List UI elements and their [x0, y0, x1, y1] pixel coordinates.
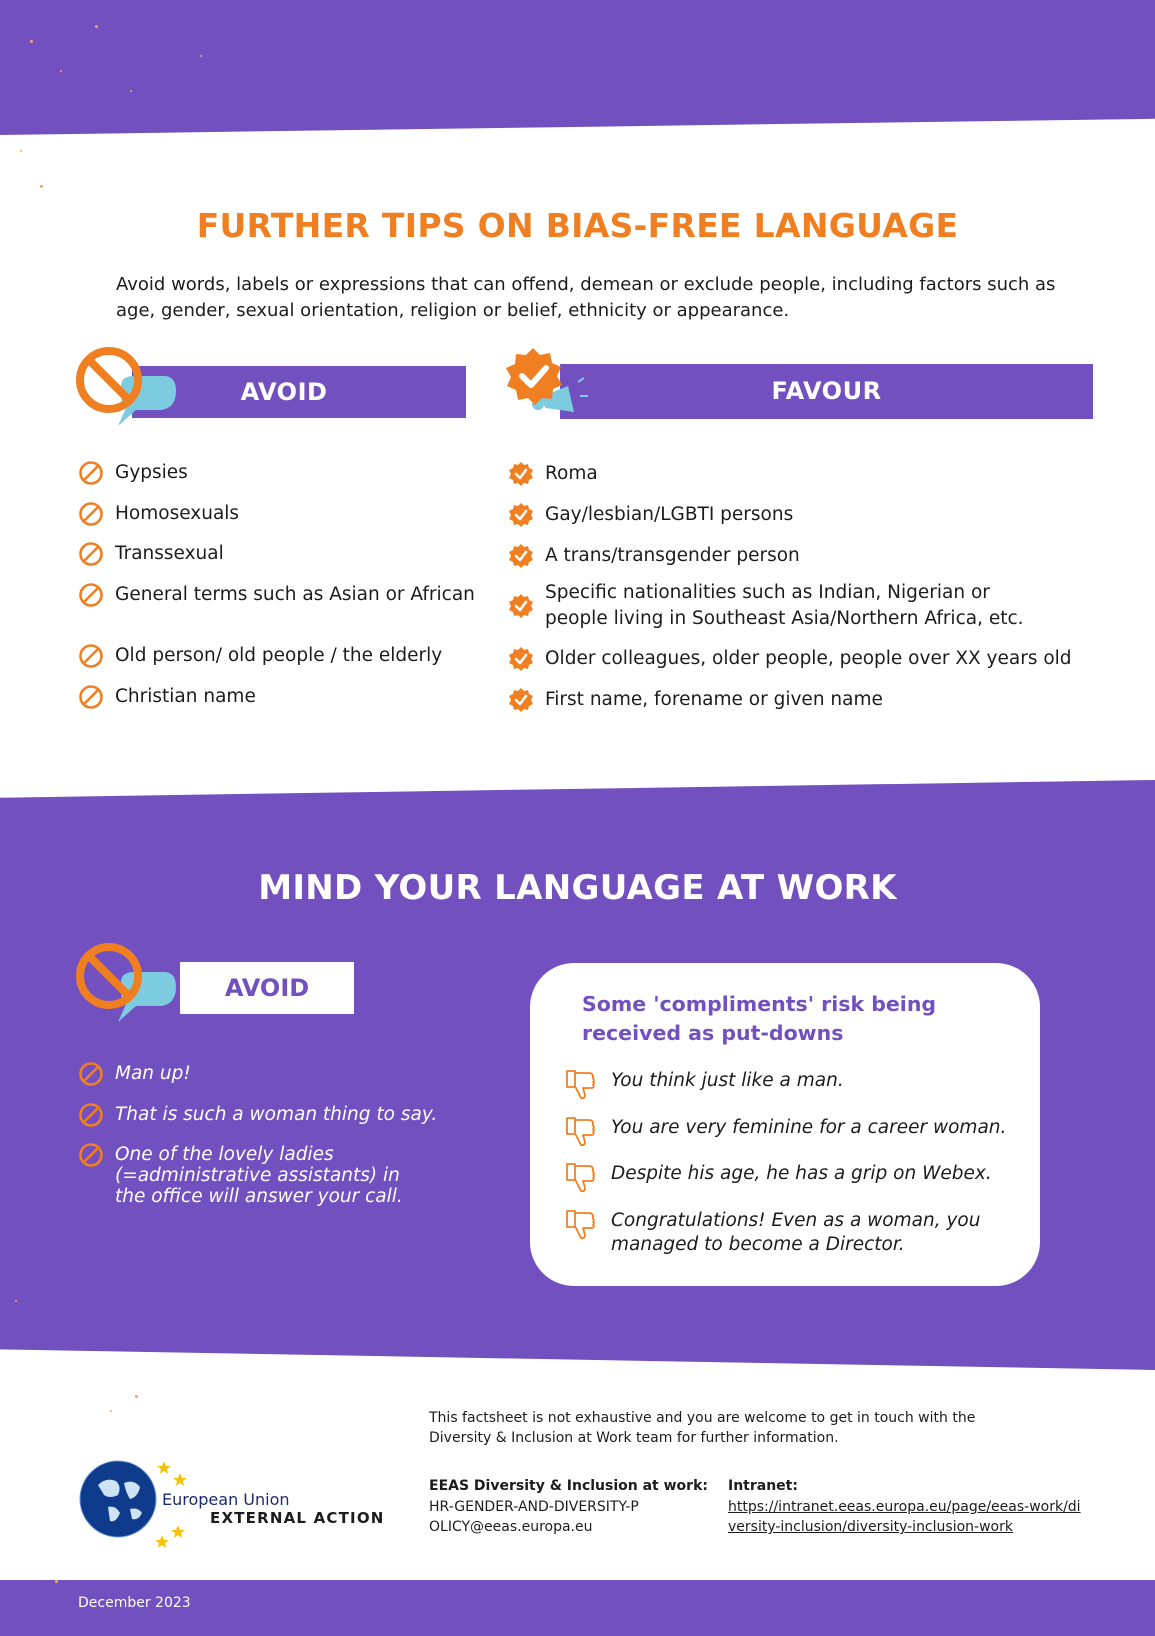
compliment-item	[611, 1116, 1006, 1140]
avoid-item-text: Gypsies	[115, 462, 188, 483]
prohibited-icon	[78, 1142, 104, 1168]
thumbs-down-icon	[563, 1160, 597, 1194]
favour-item	[545, 580, 1045, 632]
avoid-phrase	[115, 1144, 435, 1207]
top-banner	[0, 0, 1155, 135]
favour-item	[545, 687, 883, 713]
avoid-item	[115, 501, 239, 527]
favour-item-text: Older colleagues, older people, people over XX years old	[545, 648, 1072, 669]
prohibited-icon	[78, 1102, 104, 1128]
verified-megaphone-icon	[498, 346, 598, 432]
no-speech-bubble-icon	[76, 942, 180, 1032]
avoid-phrase	[115, 1104, 437, 1125]
avoid-phrase-text: One of the lovely ladies (=administrative assistants) in the office will answer your call.	[115, 1144, 403, 1207]
favour-header-label: FAVOUR	[771, 377, 882, 405]
avoid-header-label: AVOID	[240, 378, 328, 406]
favour-item-text: A trans/transgender person	[545, 545, 800, 566]
verified-check-icon	[508, 543, 534, 569]
compliments-card-title: Some 'compliments' risk being received as put-downs	[582, 992, 937, 1045]
logo-text-external-action: EXTERNAL ACTION	[210, 1509, 385, 1527]
prohibited-icon	[78, 684, 104, 710]
favour-item-text: Roma	[545, 463, 598, 484]
avoid-phrase	[115, 1063, 191, 1084]
footer-note: This factsheet is not exhaustive and you are welcome to get in touch with the Diversity & Inclusion at Work team for further information.	[429, 1410, 976, 1446]
no-speech-bubble-icon	[76, 346, 180, 436]
intranet-link[interactable]: https://intranet.eeas.europa.eu/page/eeas-work/diversity-inclusion/diversity-inclusion-work	[728, 1499, 1081, 1535]
favour-item-text: First name, forename or given name	[545, 689, 883, 710]
compliment-item	[611, 1209, 1001, 1257]
publication-date: December 2023	[78, 1595, 191, 1611]
avoid-item-text: Old person/ old people / the elderly	[115, 645, 443, 666]
thumbs-down-icon	[563, 1067, 597, 1101]
compliment-item	[611, 1069, 844, 1093]
prohibited-icon	[78, 582, 104, 608]
favour-item	[545, 461, 598, 487]
avoid-item	[115, 684, 256, 710]
prohibited-icon	[78, 643, 104, 669]
compliment-text: Despite his age, he has a grip on Webex.	[611, 1163, 992, 1184]
avoid-item-text: Christian name	[115, 686, 256, 707]
avoid-item	[115, 582, 475, 608]
thumbs-down-icon	[563, 1207, 597, 1241]
verified-check-icon	[508, 502, 534, 528]
section-title-bias-free: FURTHER TIPS ON BIAS-FREE LANGUAGE	[196, 206, 959, 245]
favour-item	[545, 543, 800, 569]
section-title-mind-language: MIND YOUR LANGUAGE AT WORK	[258, 868, 897, 908]
contact-email[interactable]: HR-GENDER-AND-DIVERSITY-POLICY@eeas.europa.eu	[429, 1499, 639, 1535]
favour-item-text: Gay/lesbian/LGBTI persons	[545, 504, 794, 525]
avoid-item-text: Homosexuals	[115, 503, 240, 524]
avoid-header-label: AVOID	[224, 974, 310, 1002]
avoid-item	[115, 541, 224, 567]
favour-item-text: Specific nationalities such as Indian, Nigerian or people living in Southeast Asia/Northern Africa, etc.	[545, 582, 1024, 629]
prohibited-icon	[78, 501, 104, 527]
verified-check-icon	[508, 461, 534, 487]
avoid-header-box	[180, 962, 354, 1014]
intro-paragraph: Avoid words, labels or expressions that can offend, demean or exclude people, including factors such as age, gender, sexual orientation, religion or belief, ethnicity or appearance.	[116, 274, 1056, 321]
avoid-phrase-text: That is such a woman thing to say.	[115, 1104, 438, 1125]
compliment-text: You are very feminine for a career woman.	[611, 1117, 1007, 1138]
avoid-header-bar	[132, 366, 466, 418]
compliment-text: Congratulations! Even as a woman, you managed to become a Director.	[611, 1210, 981, 1255]
favour-item	[545, 646, 1072, 672]
favour-item	[545, 502, 793, 528]
verified-check-icon	[508, 687, 534, 713]
verified-check-icon	[508, 593, 534, 619]
prohibited-icon	[78, 1061, 104, 1087]
prohibited-icon	[78, 541, 104, 567]
avoid-item	[115, 460, 188, 486]
compliment-item	[611, 1162, 992, 1186]
compliment-text: You think just like a man.	[611, 1070, 844, 1091]
favour-header-bar	[560, 364, 1093, 419]
avoid-item-text: Transsexual	[115, 543, 224, 564]
intranet-label: Intranet:	[728, 1478, 798, 1494]
prohibited-icon	[78, 460, 104, 486]
thumbs-down-icon	[563, 1114, 597, 1148]
avoid-item-text: General terms such as Asian or African	[115, 584, 475, 605]
avoid-phrase-text: Man up!	[115, 1063, 191, 1084]
avoid-item	[115, 643, 442, 669]
logo-text-eu: European Union	[162, 1490, 290, 1509]
verified-check-icon	[508, 646, 534, 672]
contact-label: EEAS Diversity & Inclusion at work:	[429, 1478, 708, 1494]
